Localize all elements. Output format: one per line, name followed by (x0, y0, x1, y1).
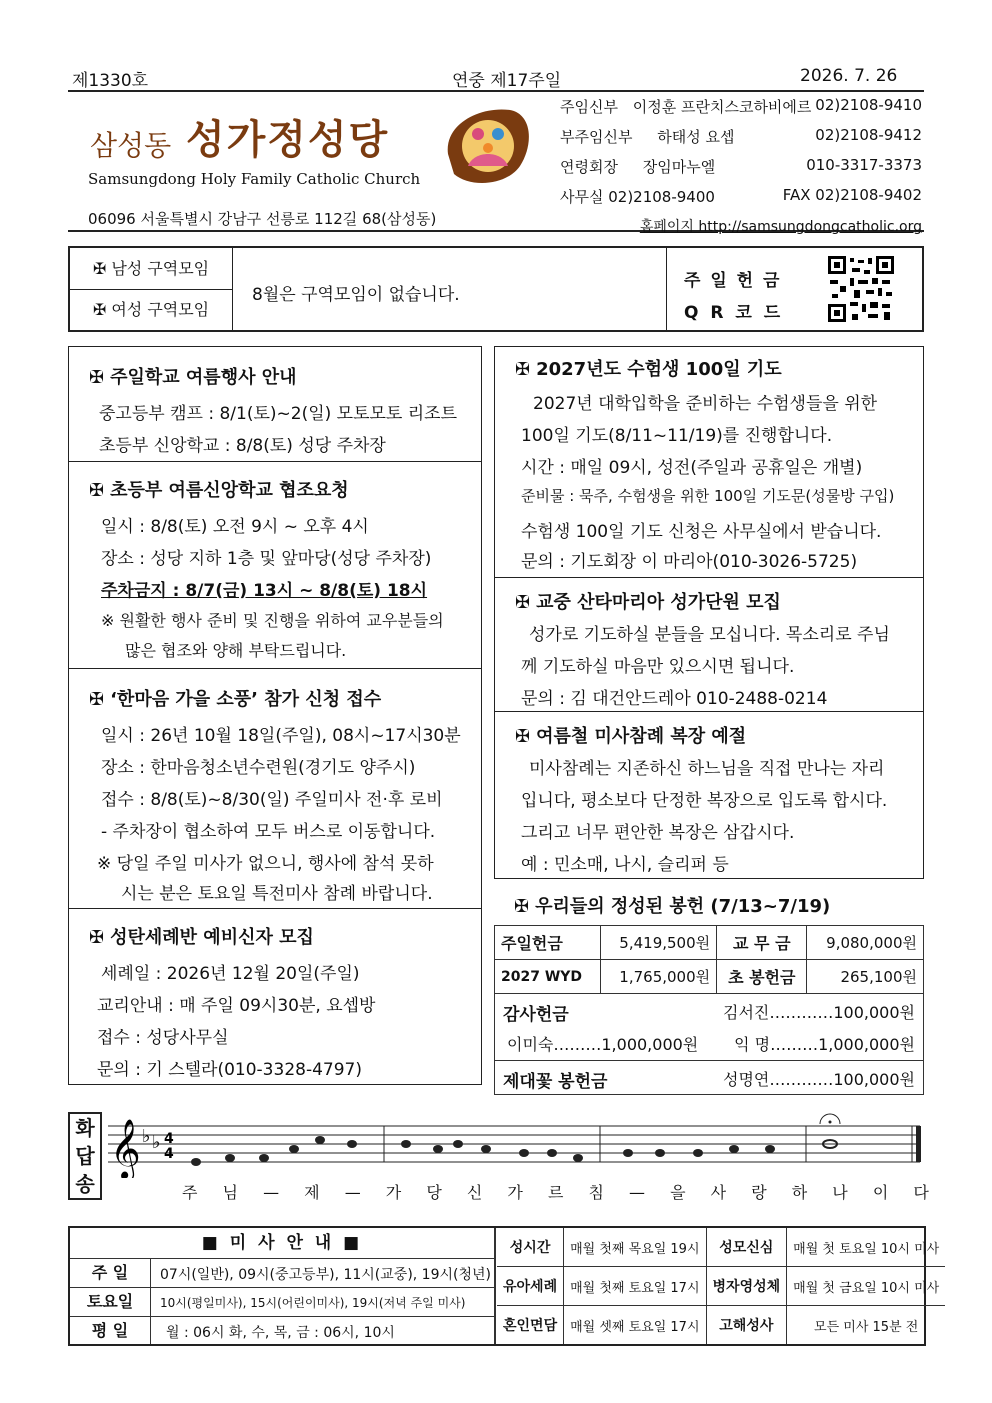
holy-family-logo (440, 104, 536, 186)
flower-label: 제대꽃 봉헌금 (503, 1072, 608, 1092)
section-line: 예 : 민소매, 나시, 슬리퍼 등 (521, 855, 729, 875)
psalm-label-box (68, 1112, 102, 1200)
psalm-label-char: 송 (75, 1172, 95, 1196)
table-row (495, 994, 924, 1061)
section-title: ✠ 교중 산타마리아 성가단원 모집 (515, 592, 781, 613)
district-meeting-box (68, 246, 924, 332)
section-line: 100일 기도(8/11~11/19)를 진행합니다. (521, 426, 833, 446)
issue-date: 2026. 7. 26 (800, 66, 898, 86)
thanks-entry: 이미숙………1,000,000원 (507, 1035, 699, 1054)
mass-day: 평 일 (70, 1317, 151, 1344)
qr-label-1: 주 일 헌 금 (684, 271, 782, 291)
table-cell: 265,100원 (807, 960, 924, 994)
section-title: ✠ ‘한마음 가을 소풍’ 참가 신청 접수 (89, 689, 382, 710)
table-cell: 2027 WYD (495, 960, 601, 994)
psalm-music-staff (108, 1108, 926, 1178)
table-cell: 혼인면담 (497, 1306, 564, 1345)
table-row (497, 1267, 945, 1306)
section-line: 그리고 너무 편안한 복장은 삼갑시다. (521, 823, 795, 843)
table-cell: 매월 셋째 토요일 17시 (564, 1306, 706, 1345)
mass-title: ■ 미 사 안 내 ■ (70, 1228, 494, 1259)
psalm-lyrics: 주 님 — 제 — 가 당 신 가 르 침 — 을 사 랑 하 나 이 다 (182, 1183, 939, 1202)
table-row (497, 1228, 945, 1267)
section-line: ※ 당일 주일 미사가 없으니, 행사에 참석 못하 (97, 854, 434, 874)
table-cell: 1,765,000원 (600, 960, 717, 994)
mass-extra-table (497, 1228, 945, 1344)
section-line: 장소 : 한마음청소년수련원(경기도 양주시) (101, 758, 416, 778)
table-cell: 성시간 (497, 1228, 564, 1267)
svg-text:𝄞: 𝄞 (110, 1119, 141, 1178)
table-cell: 교 무 금 (717, 926, 807, 960)
thanks-entry: 김서진…………100,000원 (723, 1003, 915, 1022)
mass-divider (494, 1228, 496, 1344)
thanks-entry: 익 명………1,000,000원 (734, 1035, 915, 1054)
section-line: ※ 원활한 행사 준비 및 진행을 위하여 교우분들의 (101, 611, 444, 630)
section-line: 미사참례는 지존하신 하느님을 직접 만나는 자리 (529, 759, 885, 779)
section-line: 교리안내 : 매 주일 09시30분, 요셉방 (97, 996, 376, 1016)
church-title: 성가정성당 (186, 116, 390, 163)
no-parking-notice: 주차금지 : 8/7(금) 13시 ~ 8/8(토) 18시 (101, 581, 428, 601)
choir-recruit-section (494, 577, 924, 712)
mass-row (70, 1259, 494, 1288)
church-subtitle: Samsungdong Holy Family Catholic Church (88, 170, 421, 188)
table-cell: 성모신심 (706, 1228, 787, 1267)
section-line: 께 기도하실 마음만 있으시면 됩니다. (521, 657, 795, 677)
section-line: 접수 : 8/8(토)~8/30(일) 주일미사 전·후 로비 (101, 790, 443, 810)
table-row (497, 1306, 945, 1345)
mass-times: 월 : 06시 화, 수, 목, 금 : 06시, 10시 (166, 1325, 395, 1341)
catechumen-section (68, 908, 482, 1085)
mass-row (70, 1288, 494, 1317)
section-line: 중고등부 캠프 : 8/1(토)~2(일) 모토모토 리조트 (99, 404, 458, 424)
flower-entry: 성명연…………100,000원 (723, 1070, 915, 1089)
table-cell: 9,080,000원 (807, 926, 924, 960)
table-cell: 병자영성체 (706, 1267, 787, 1306)
table-cell: 5,419,500원 (600, 926, 717, 960)
header-rule (68, 90, 924, 92)
mass-day: 주 일 (70, 1259, 151, 1287)
mass-schedule-box (68, 1226, 940, 1346)
psalm-label-char: 화 (75, 1116, 95, 1140)
table-cell: 유아세례 (497, 1267, 564, 1306)
section-title: ✠ 주일학교 여름행사 안내 (89, 367, 297, 388)
contact-row: 부주임신부 하태성 요셉 02)2108-9412 (560, 126, 922, 146)
table-row (495, 1061, 924, 1095)
women-district-label: ✠ 여성 구역모임 (70, 290, 233, 330)
section-line: 시간 : 매일 09시, 성전(주일과 공휴일은 개별) (521, 458, 863, 478)
table-cell (495, 994, 924, 1061)
contact-list (560, 96, 922, 236)
men-district-label: ✠ 남성 구역모임 (70, 248, 233, 290)
offering-qr-code[interactable] (828, 256, 894, 322)
section-line: 일시 : 26년 10월 18일(주일), 08시~17시30분 (101, 726, 461, 746)
section-line: 초등부 신앙학교 : 8/8(토) 성당 주차장 (99, 436, 386, 456)
svg-text:♭: ♭ (152, 1132, 161, 1153)
section-line: - 주차장이 협소하여 모두 버스로 이동합니다. (101, 822, 436, 842)
section-title: ✠ 여름철 미사참례 복장 예절 (515, 726, 747, 747)
contact-row: 연령회장 장임마누엘 010-3317-3373 (560, 156, 922, 176)
table-cell: 매월 첫 토요일 10시 미사 (787, 1228, 946, 1267)
homepage-link[interactable]: 홈페이지 http://samsungdongcatholic.org (639, 219, 922, 235)
offering-title: ✠ 우리들의 정성된 봉헌 (7/13~7/19) (514, 896, 831, 917)
exam-prayer-section (494, 346, 924, 578)
autumn-picnic-section (68, 668, 482, 909)
section-line: 2027년 대학입학을 준비하는 수험생들을 위한 (533, 394, 878, 414)
liturgical-week: 연중 제17주일 (452, 71, 562, 91)
section-title: ✠ 2027년도 수험생 100일 기도 (515, 359, 782, 380)
table-row (495, 960, 924, 994)
district-notice: 8월은 구역모임이 없습니다. (252, 285, 460, 305)
mass-times: 10시(평일미사), 15시(어린이미사), 19시(저녁 주일 미사) (160, 1296, 466, 1310)
svg-text:4: 4 (164, 1131, 174, 1147)
summer-events-section (68, 346, 482, 462)
table-cell: 매월 첫째 목요일 19시 (564, 1228, 706, 1267)
mass-row (70, 1317, 494, 1344)
section-line: 문의 : 기 스텔라(010-3328-4797) (97, 1060, 362, 1080)
section-line: 일시 : 8/8(토) 오전 9시 ~ 오후 4시 (101, 517, 369, 537)
church-title-prefix: 삼성동 (90, 129, 172, 162)
svg-text:♭: ♭ (142, 1126, 151, 1147)
table-cell: 주일헌금 (495, 926, 601, 960)
section-title: ✠ 초등부 여름신앙학교 협조요청 (89, 480, 349, 501)
section-line: 시는 분은 토요일 특전미사 참례 바랍니다. (121, 884, 433, 904)
thanks-label: 감사헌금 (503, 1005, 569, 1025)
table-cell: 초 봉헌금 (717, 960, 807, 994)
table-row (495, 926, 924, 960)
issue-number: 제1330호 (72, 71, 149, 91)
svg-text:4: 4 (164, 1146, 174, 1162)
section-line: 세례일 : 2026년 12월 20일(주일) (101, 964, 360, 984)
church-address: 06096 서울특별시 강남구 선릉로 112길 68(삼성동) (88, 210, 437, 228)
section-line: 장소 : 성당 지하 1층 및 앞마당(성당 주차장) (101, 549, 432, 569)
section-line: 입니다, 평소보다 단정한 복장으로 입도록 합시다. (521, 791, 888, 811)
contact-row: 주임신부 이정훈 프란치스코하비에르 02)2108-9410 (560, 96, 922, 116)
mass-day: 토요일 (70, 1288, 151, 1316)
dress-code-section (494, 711, 924, 879)
section-line: 수험생 100일 기도 신청은 사무실에서 받습니다. (521, 522, 882, 542)
table-cell: 고해성사 (706, 1306, 787, 1345)
section-line: 많은 협조와 양해 부탁드립니다. (125, 641, 347, 660)
vbs-cooperation-section (68, 461, 482, 669)
offering-table (494, 925, 924, 1095)
contact-row: 사무실 02)2108-9400 FAX 02)2108-9402 (560, 186, 922, 206)
section-line: 접수 : 성당사무실 (97, 1028, 229, 1048)
table-cell: 매월 첫 금요일 10시 미사 (787, 1267, 946, 1306)
psalm-label-char: 답 (75, 1144, 95, 1168)
section-line: 문의 : 기도회장 이 마리아(010-3026-5725) (521, 552, 858, 572)
section-line: 준비물 : 묵주, 수험생을 위한 100일 기도문(성물방 구입) (521, 487, 895, 505)
table-cell (495, 1061, 924, 1095)
qr-label-2: Q R 코 드 (684, 303, 784, 323)
section-line: 문의 : 김 대건안드레아 010-2488-0214 (521, 689, 828, 709)
table-cell: 모든 미사 15분 전 (787, 1306, 946, 1345)
mass-times: 07시(일반), 09시(중고등부), 11시(교중), 19시(청년) (160, 1267, 491, 1283)
section-title: ✠ 성탄세례반 예비신자 모집 (89, 927, 314, 948)
qr-divider (666, 248, 667, 330)
table-cell: 매월 첫째 토요일 17시 (564, 1267, 706, 1306)
section-line: 성가로 기도하실 분들을 모십니다. 목소리로 주님 (529, 625, 890, 645)
